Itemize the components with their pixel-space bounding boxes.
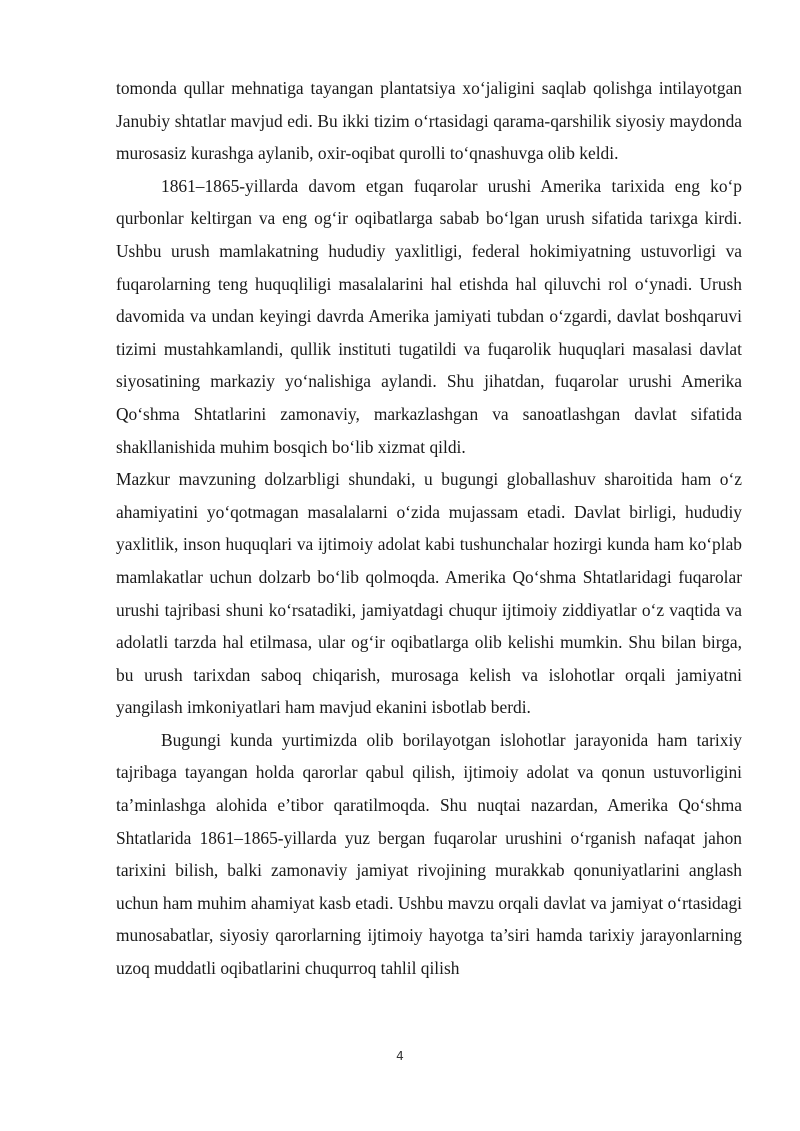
paragraph-3: Mazkur mavzuning dolzarbligi shundaki, u bugungi globallashuv sharoitida ham o‘z ahamiyatini yo‘qotmagan masalalarni o‘zida mujassam etadi. Davlat birligi, hududiy yaxlitlik, inson huquqlari va ijtimoiy adolat kabi tushunchalar hozirgi kunda ham ko‘plab mamlakatlar uchun dolzarb bo‘lib qolmoqda. Amerika Qo‘shma Shtatlaridagi fuqarolar urushi tajribasi shuni ko‘rsatadiki, jamiyatdagi chuqur ijtimoiy ziddiyatlar o‘z vaqtida va adolatli tarzda hal etilmasa, ular og‘ir oqibatlarga olib kelishi mumkin. Shu bilan birga, bu urush tarixdan saboq chiqarish, murosaga kelish va islohotlar orqali jamiyatni yangilash imkoniyatlari ham mavjud ekanini isbotlab berdi. [116,469,742,718]
body-text [116,72,742,985]
paragraph-2: 1861–1865-yillarda davom etgan fuqarolar urushi Amerika tarixida eng ko‘p qurbonlar keltirgan va eng og‘ir oqibatlarga sabab bo‘lgan urush sifatida tarixga kirdi. Ushbu urush mamlakatning hududiy yaxlitligi, federal hokimiyatning ustuvorligi va fuqarolarning teng huquqliligi masalalarini hal etishda hal qiluvchi rol o‘ynadi. Urush davomida va undan keyingi davrda Amerika jamiyati tubdan o‘zgardi, davlat boshqaruvi tizimi mustahkamlandi, qullik instituti tugatildi va fuqarolik huquqlari masalasi davlat siyosatining markaziy yo‘nalishiga aylandi. Shu jihatdan, fuqarolar urushi Amerika Qo‘shma Shtatlarini zamonaviy, markazlashgan va sanoatlashgan davlat sifatida shakllanishida muhim bosqich bo‘lib xizmat qildi. [116,175,742,457]
paragraph-4: Bugungi kunda yurtimizda olib borilayotgan islohotlar jarayonida ham tarixiy tajribaga tayangan holda qarorlar qabul qilish, ijtimoiy adolat va qonun ustuvorligini ta’minlashga alohida e’tibor qaratilmoqda. Shu nuqtai nazardan, Amerika Qo‘shma Shtatlarida 1861–1865-yillarda yuz bergan fuqarolar urushini o‘rganish nafaqat jahon tarixini bilish, balki zamonaviy jamiyat rivojining murakkab qonuniyatlarini anglash uchun ham muhim ahamiyat kasb etadi. Ushbu mavzu orqali davlat va jamiyat o‘rtasidagi munosabatlar, siyosiy qarorlarning ijtimoiy hayotga ta’siri hamda tarixiy jarayonlarning uzoq muddatli oqibatlarini chuqurroq tahlil qilish [116,729,742,979]
page-number: 4 [396,1049,404,1063]
paragraph-1: tomonda qullar mehnatiga tayangan plantatsiya xo‘jaligini saqlab qolishga intilayotgan Janubiy shtatlar mavjud edi. Bu ikki tizim o‘rtasidagi qarama-qarshilik siyosiy maydonda murosasiz kurashga aylanib, oxir-oqibat qurolli to‘qnashuvga olib keldi. [116,78,742,164]
